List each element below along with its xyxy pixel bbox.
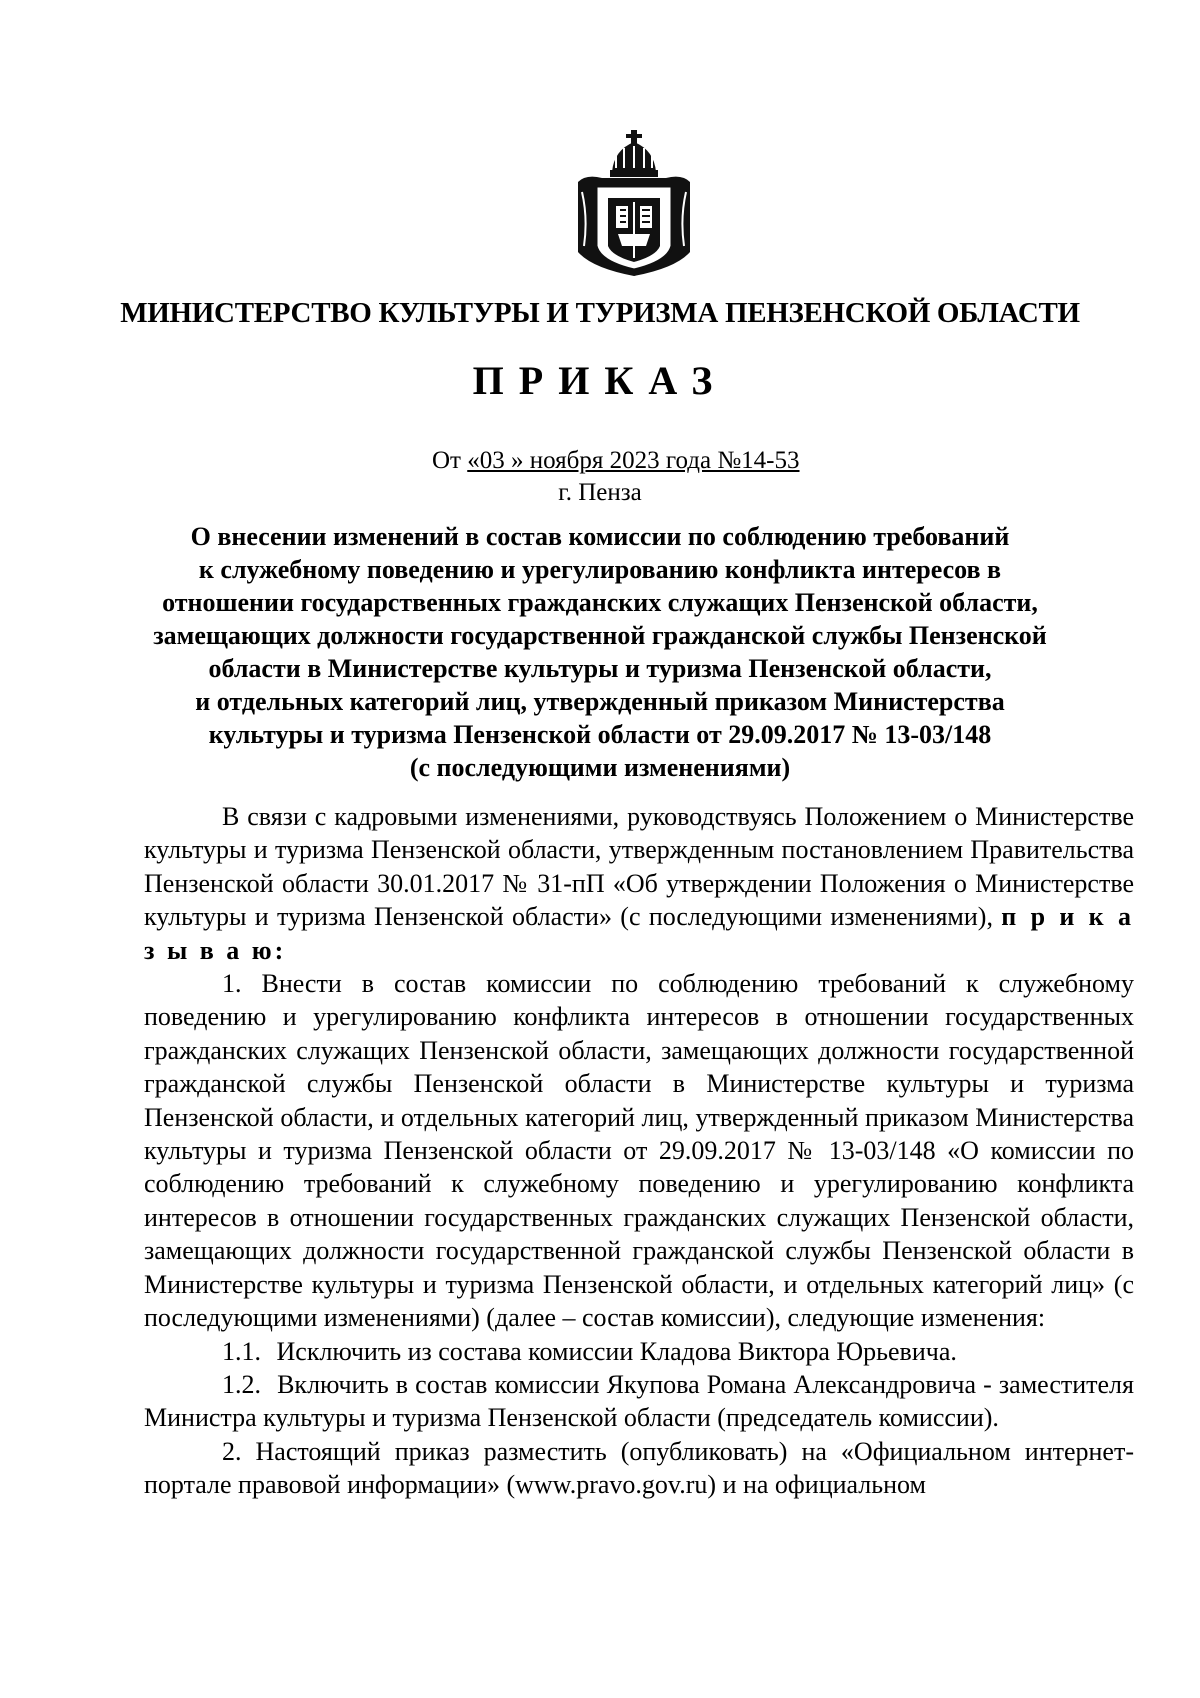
title-line: О внесении изменений в состав комиссии по соблюдению требований: [190, 522, 1010, 551]
title-line: замещающих должности государственной гражданской службы Пензенской: [153, 621, 1047, 650]
document-title: [140, 520, 1060, 784]
title-line: области в Министерстве культуры и туризма Пензенской области,: [208, 654, 992, 683]
city: г. Пенза: [558, 479, 642, 506]
order-body: [144, 800, 1134, 1502]
item-1-1: [144, 1335, 1134, 1368]
ministry-name: МИНИСТЕРСТВО КУЛЬТУРЫ И ТУРИЗМА ПЕНЗЕНСКОЙ ОБЛАСТИ: [120, 297, 1080, 329]
item-1-1-text: Исключить из состава комиссии Кладова Виктора Юрьевича.: [276, 1336, 957, 1366]
item-1: 1. Внести в состав комиссии по соблюдению требований к служебному поведению и урегулированию конфликта интересов в отношении государственных гражданских служащих Пензенской области, замещающих должности государственной гражданской службы Пензенской области в Министерстве культуры и туризма Пензенской области, и отдельных категорий лиц, утвержденный приказом Министерства культуры и туризма Пензенской области от 29.09.2017 № 13-03/148 «О комиссии по соблюдению требований к служебному поведению и урегулированию конфликта интересов в отношении государственных гражданских служащих Пензенской области, замещающих должности государственной гражданской службы Пензенской области в Министерстве культуры и туризма Пензенской области, и отдельных категорий лиц» (с последующими изменениями) (далее – состав комиссии), следующие изменения:: [144, 969, 1134, 1333]
item-1-2: [144, 1368, 1134, 1435]
title-line: и отдельных категорий лиц, утвержденный приказом Министерства: [195, 687, 1005, 716]
item-1-2-number: 1.2.: [222, 1369, 261, 1399]
preamble-text: В связи с кадровыми изменениями, руководствуясь Положением о Министерстве культуры и туризма Пензенской области, утвержденным постановлением Правительства Пензенской области 30.01.2017 № 31-пП «Об утверждении Положения о Министерстве культуры и туризма Пензенской области» (с последующими изменениями),: [144, 802, 1134, 932]
title-line: культуры и туризма Пензенской области от 29.09.2017 № 13-03/148: [208, 720, 992, 749]
order-word: п р и к а з ы в а ю:: [144, 902, 1134, 965]
item-1-2-text: Включить в состав комиссии Якупова Романа Александровича - заместителя Министра культуры и туризма Пензенской области (председатель комиссии).: [144, 1369, 1134, 1433]
document-type: ПРИКАЗ: [472, 358, 728, 403]
item-1-1-number: 1.1.: [222, 1336, 261, 1366]
item-2: 2. Настоящий приказ разместить (опубликовать) на «Официальном интернет-портале правовой информации» (www.pravo.gov.ru) и на официальном: [144, 1436, 1134, 1500]
title-line: к служебному поведению и урегулированию конфликта интересов в: [198, 555, 1002, 584]
preamble-paragraph: [144, 800, 1134, 967]
date-prefix: От: [432, 447, 468, 474]
title-line: отношении государственных гражданских служащих Пензенской области,: [162, 588, 1038, 617]
order-date-number: [432, 446, 800, 476]
penza-region-coat-of-arms-icon: [568, 128, 700, 280]
date-value: «03 » ноября 2023 года №14-53: [467, 447, 800, 474]
title-line: (с последующими изменениями): [409, 753, 791, 782]
